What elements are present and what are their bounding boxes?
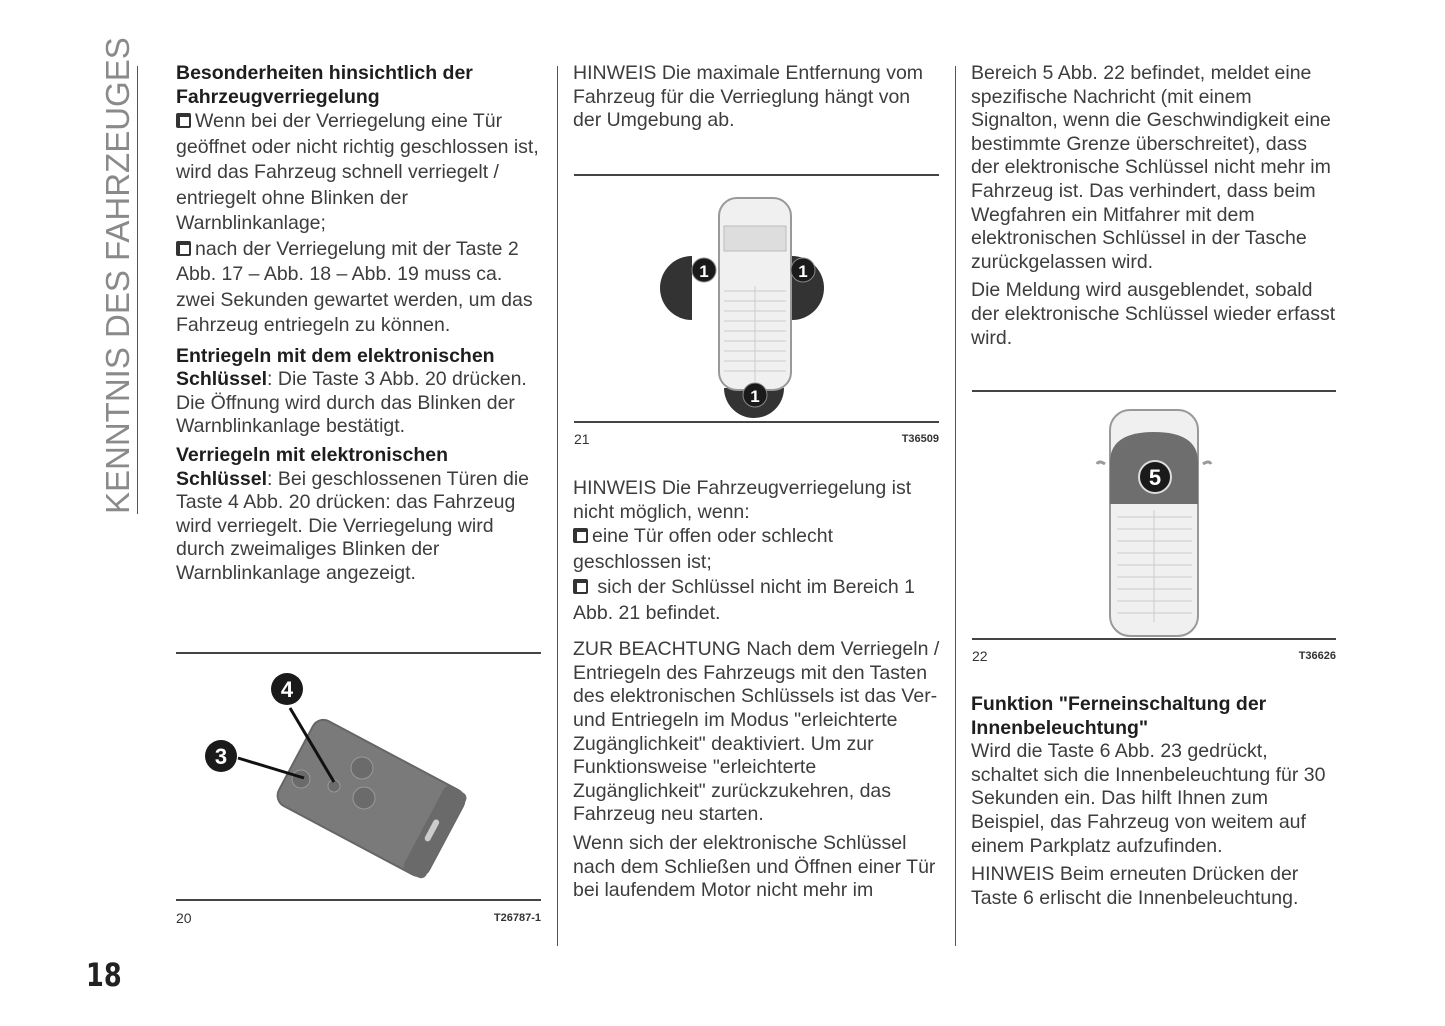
bullet-item: Wenn bei der Verriegelung eine Tür geöffnet oder nicht richtig geschlossen ist, wird das Fahrzeug schnell verriegelt / entriegelt ohne Blinken der Warnblinkanlage; — [176, 110, 539, 235]
bullet-item: eine Tür offen oder schlecht geschlossen ist; — [573, 525, 834, 573]
key-button-bottom — [353, 787, 375, 809]
note: HINWEIS Die maximale Entfernung vom Fahrzeug für die Verrieglung hängt von der Umgebung ab. — [573, 62, 924, 132]
caution: ZUR BEACHTUNG Nach dem Verriegeln / Entriegeln des Fahrzeugs mit den Tasten des elektronischen Schlüssels ist das Ver- und Entriegeln im Modus "erleichterte Zugänglichkeit" deaktiviert. Um zur Funktionsweise "erleichterte Zugänglichkeit" zurückzukehren, das Fahrzeug neu starten. — [573, 638, 940, 826]
key-button-3 — [292, 770, 310, 788]
checkbox-bullet-icon — [176, 113, 191, 128]
bullet-item: sich der Schlüssel nicht im Bereich 1 Abb. 21 befindet. — [573, 576, 915, 624]
paragraph: Bereich 5 Abb. 22 befindet, meldet eine spezifische Nachricht (mit einem Signalton, wenn die Geschwindigkeit eine bestimmte Grenze überschreitet), dass der elektronische Schlüssel nicht mehr im Fahrzeug ist. Das verhindert, dass beim Wegfahren ein Mitfahrer mit dem elektronischen Schlüssel in der Tasche zurückgelassen wird. — [971, 62, 1331, 273]
column-2-lower — [573, 477, 941, 908]
page-number: 18 — [86, 956, 122, 994]
figure-number: 21 — [574, 431, 590, 447]
column-3-lower — [971, 693, 1339, 915]
chapter-divider — [137, 66, 138, 514]
section-heading: Besonderheiten hinsichtlich der Fahrzeugverriegelung — [176, 62, 473, 108]
svg-text:1: 1 — [798, 262, 808, 281]
note: HINWEIS Beim erneuten Drücken der Taste 6 erlischt die Innenbeleuchtung. — [971, 863, 1299, 909]
paragraph: Wird die Taste 6 Abb. 23 gedrückt, schaltet sich die Innenbeleuchtung für 30 Sekunden ein. Das hilft Ihnen zum Beispiel, das Fahrzeug von weitem auf einem Parkplatz aufzufinden. — [971, 740, 1326, 857]
figure-code: T36626 — [1298, 650, 1336, 662]
figure-rule — [574, 421, 939, 423]
svg-text:5: 5 — [1148, 465, 1162, 490]
van-topview-illustration — [574, 176, 939, 421]
svg-text:4: 4 — [280, 677, 294, 702]
section-heading: Funktion "Ferneinschaltung der Innenbeleuchtung" — [971, 693, 1267, 739]
figure-rule — [176, 899, 541, 901]
column-2 — [573, 62, 941, 138]
checkbox-bullet-icon — [573, 528, 588, 543]
key-button-top — [351, 757, 373, 779]
paragraph: Entriegeln mit dem elektronischen Schlüssel: Die Taste 3 Abb. 20 drücken. Die Öffnung wird durch das Blinken der Warnblinkanlage bestätigt. — [176, 344, 527, 438]
figure-rule — [972, 638, 1336, 640]
key-card-illustration — [176, 656, 541, 901]
figure-code: T36509 — [901, 433, 939, 445]
column-3 — [971, 62, 1339, 355]
figure-code: T26787-1 — [493, 912, 541, 924]
column-1 — [176, 62, 542, 591]
chapter-title — [98, 37, 138, 514]
svg-text:1: 1 — [699, 262, 709, 281]
figure-21 — [574, 174, 939, 454]
column-divider — [955, 66, 956, 946]
figure-number: 22 — [972, 648, 988, 664]
svg-text:1: 1 — [750, 387, 760, 406]
svg-text:3: 3 — [214, 744, 228, 769]
checkbox-bullet-icon — [573, 579, 588, 594]
figure-rule — [176, 652, 541, 654]
chapter-title-text: KENNTNIS DES FAHRZEUGES — [99, 37, 136, 514]
figure-20 — [176, 652, 541, 932]
note: HINWEIS Die Fahrzeugverriegelung ist nicht möglich, wenn: — [573, 477, 912, 523]
paragraph: Die Meldung wird ausgeblendet, sobald der elektronische Schlüssel wieder erfasst wird. — [971, 279, 1336, 349]
figure-22 — [972, 390, 1336, 670]
bullet-item: nach der Verriegelung mit der Taste 2 Abb. 17 – Abb. 18 – Abb. 19 muss ca. zwei Sekunden gewartet werden, um das Fahrzeug entriegeln zu können. — [176, 237, 533, 337]
figure-number: 20 — [176, 910, 192, 926]
paragraph: Verriegeln mit elektronischen Schlüssel: Bei geschlossenen Türen die Taste 4 Abb. 20 drücken: das Fahrzeug wird verriegelt. Die Verriegelung wird durch zweimaliges Blinken der Warnblinkanlage angezeigt. — [176, 444, 530, 585]
van-detection-zone-illustration — [972, 392, 1336, 637]
paragraph: Wenn sich der elektronische Schlüssel nach dem Schließen und Öffnen einer Tür bei laufendem Motor nicht mehr im — [573, 831, 936, 902]
checkbox-bullet-icon — [176, 241, 191, 256]
column-divider — [557, 66, 558, 946]
